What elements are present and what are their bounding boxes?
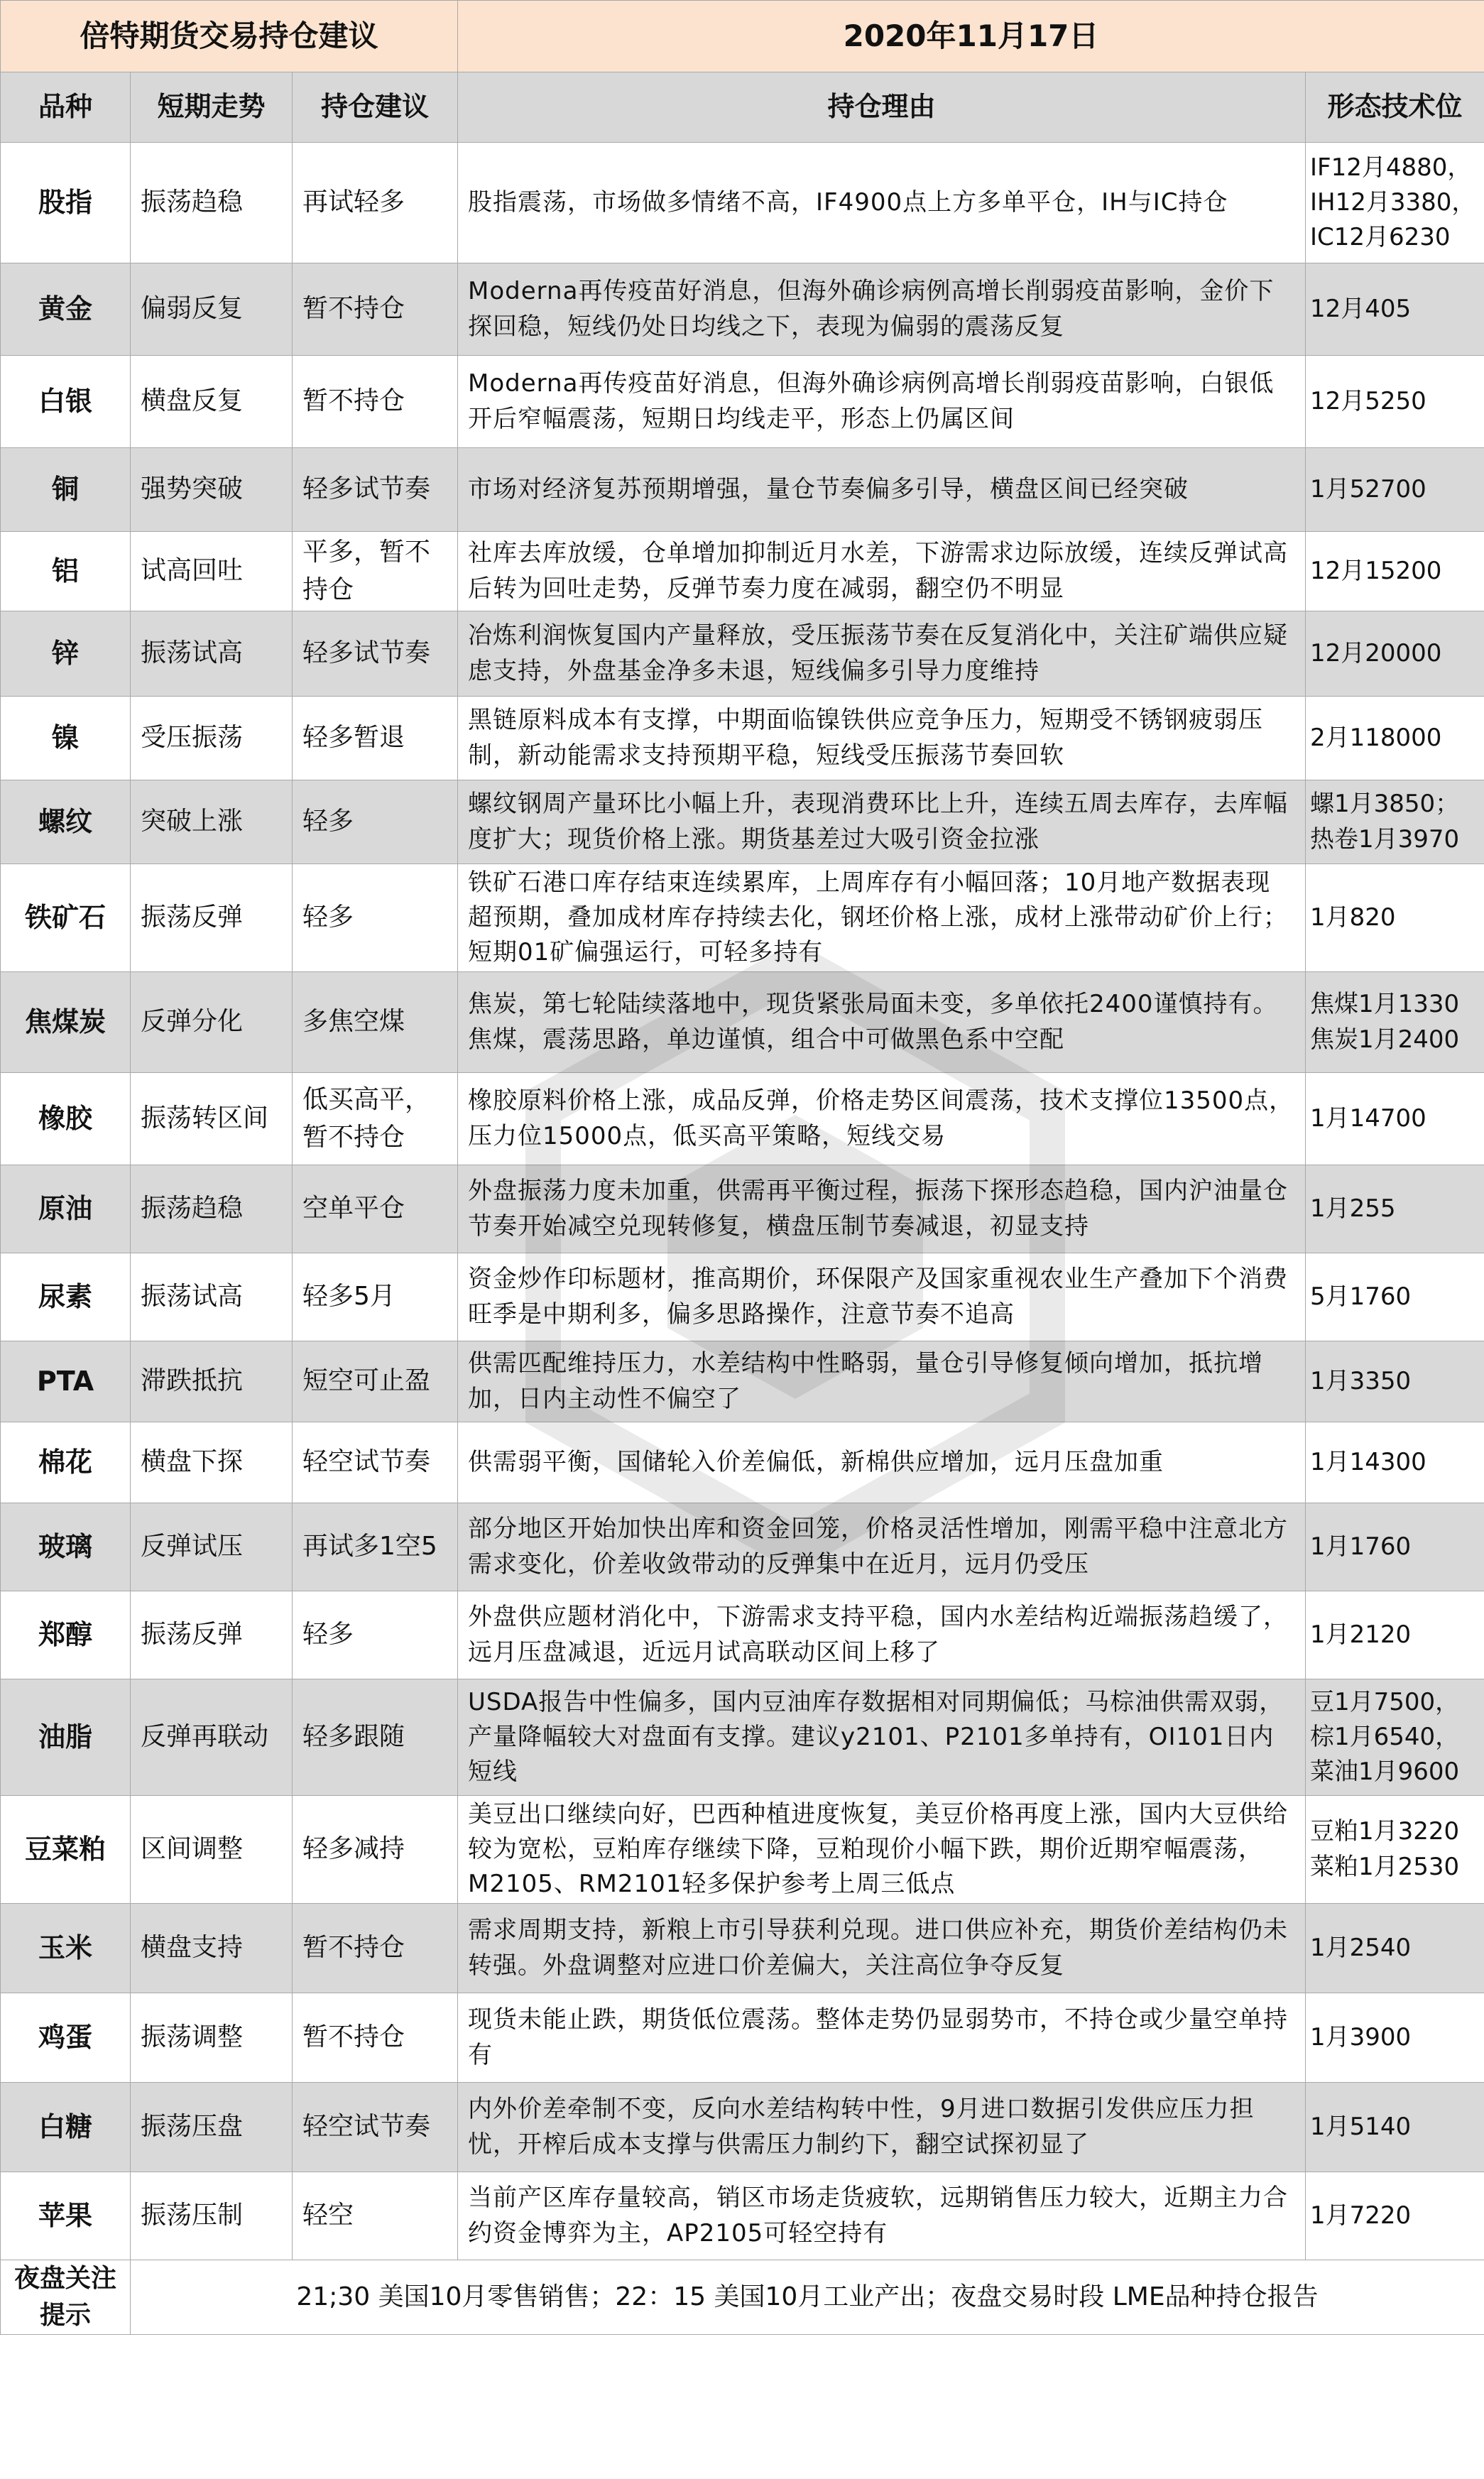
tech-level-cell	[1306, 1165, 1484, 1253]
trend-cell: 振荡调整	[131, 1993, 293, 2083]
tech-level-cell	[1306, 448, 1484, 532]
table-row	[1, 143, 1484, 263]
variety-cell: 铝	[1, 532, 131, 611]
advice-cell: 短空可止盈	[293, 1341, 458, 1422]
tech-level-line: 豆1月7500，	[1310, 1687, 1460, 1716]
tech-level-cell	[1306, 1341, 1484, 1422]
trend-cell: 振荡转区间	[131, 1073, 293, 1165]
tech-level-line: 12月15200	[1310, 556, 1442, 585]
advice-cell: 轻空	[293, 2172, 458, 2260]
table-row	[1, 972, 1484, 1073]
variety-cell: 白糖	[1, 2083, 131, 2172]
tech-level-cell	[1306, 1591, 1484, 1679]
advice-cell: 轻多	[293, 1591, 458, 1679]
trend-cell: 振荡反弹	[131, 1591, 293, 1679]
advice-cell: 平多，暂不持仓	[293, 532, 458, 611]
tech-level-line: IH12月3380，	[1310, 187, 1476, 217]
tech-level-line: 1月14700	[1310, 1104, 1426, 1133]
variety-cell: 黄金	[1, 263, 131, 356]
tech-level-line: 1月7220	[1310, 2201, 1412, 2230]
tech-level-line: 5月1760	[1310, 1282, 1412, 1311]
variety-cell: 苹果	[1, 2172, 131, 2260]
tech-level-cell	[1306, 1679, 1484, 1796]
reason-cell: 内外价差牵制不变，反向水差结构转中性，9月进口数据引发供应压力担忧，开榨后成本支撑与供需压力制约下，翻空试探初显了	[458, 2083, 1306, 2172]
variety-cell: PTA	[1, 1341, 131, 1422]
table-row	[1, 1591, 1484, 1679]
variety-cell: 油脂	[1, 1679, 131, 1796]
reason-cell: USDA报告中性偏多，国内豆油库存数据相对同期偏低；马棕油供需双弱，产量降幅较大对盘面有支撑。建议y2101、P2101多单持有，OI101日内短线	[458, 1679, 1306, 1796]
trend-cell: 振荡试高	[131, 611, 293, 697]
tech-level-cell	[1306, 1073, 1484, 1165]
advice-cell: 轻多	[293, 864, 458, 972]
tech-level-line: IC12月6230	[1310, 223, 1451, 252]
variety-cell: 焦煤炭	[1, 972, 131, 1073]
tech-level-line: 1月14300	[1310, 1447, 1426, 1476]
table-row	[1, 448, 1484, 532]
reason-cell: 当前产区库存量较高，销区市场走货疲软，远期销售压力较大，近期主力合约资金博弈为主，AP2105可轻空持有	[458, 2172, 1306, 2260]
tech-level-cell	[1306, 2172, 1484, 2260]
trend-cell: 试高回吐	[131, 532, 293, 611]
reason-cell: 市场对经济复苏预期增强，量仓节奏偏多引导，横盘区间已经突破	[458, 448, 1306, 532]
reason-cell: 铁矿石港口库存结束连续累库，上周库存有小幅回落；10月地产数据表现超预期，叠加成材库存持续去化，钢坯价格上涨，成材上涨带动矿价上行；短期01矿偏强运行，可轻多持有	[458, 864, 1306, 972]
advice-cell: 低买高平，暂不持仓	[293, 1073, 458, 1165]
advice-cell: 轻空试节奏	[293, 1422, 458, 1503]
variety-cell: 橡胶	[1, 1073, 131, 1165]
tech-level-line: 2月118000	[1310, 723, 1442, 752]
variety-cell: 玻璃	[1, 1503, 131, 1591]
reason-cell: 焦炭，第七轮陆续落地中，现货紧张局面未变，多单依托2400谨慎持有。焦煤，震荡思路，单边谨慎，组合中可做黑色系中空配	[458, 972, 1306, 1073]
advice-cell: 轻多5月	[293, 1253, 458, 1341]
variety-cell: 白银	[1, 356, 131, 448]
reason-cell: 外盘供应题材消化中，下游需求支持平稳，国内水差结构近端振荡趋缓了，远月压盘减退，近远月试高联动区间上移了	[458, 1591, 1306, 1679]
tech-level-line: 1月3900	[1310, 2022, 1412, 2052]
table-row	[1, 1993, 1484, 2083]
trend-cell: 滞跌抵抗	[131, 1341, 293, 1422]
trend-cell: 强势突破	[131, 448, 293, 532]
reason-cell: 资金炒作印标题材，推高期价，环保限产及国家重视农业生产叠加下个消费旺季是中期利多，偏多思路操作，注意节奏不追高	[458, 1253, 1306, 1341]
header-reason: 持仓理由	[458, 72, 1306, 143]
trend-cell: 反弹再联动	[131, 1679, 293, 1796]
tech-level-line: 12月405	[1310, 294, 1412, 323]
reason-cell: 黑链原料成本有支撑，中期面临镍铁供应竞争压力，短期受不锈钢疲弱压制，新动能需求支持预期平稳，短线受压振荡节奏回软	[458, 697, 1306, 780]
variety-cell: 螺纹	[1, 780, 131, 864]
trend-cell: 偏弱反复	[131, 263, 293, 356]
tech-level-line: 焦煤1月1330	[1310, 990, 1460, 1019]
tech-level-cell	[1306, 1904, 1484, 1993]
tech-level-line: 1月820	[1310, 903, 1396, 932]
tech-level-line: 1月2540	[1310, 1933, 1412, 1962]
tech-level-line: 豆粕1月3220	[1310, 1817, 1460, 1846]
variety-cell: 原油	[1, 1165, 131, 1253]
advice-cell: 轻多试节奏	[293, 611, 458, 697]
advice-cell: 轻多	[293, 780, 458, 864]
footer-row	[1, 2260, 1484, 2335]
trend-cell: 振荡反弹	[131, 864, 293, 972]
tech-level-cell	[1306, 2083, 1484, 2172]
table-row	[1, 1796, 1484, 1904]
reason-cell: 供需匹配维持压力，水差结构中性略弱，量仓引导修复倾向增加，抵抗增加，日内主动性不偏空了	[458, 1341, 1306, 1422]
table-row	[1, 780, 1484, 864]
tech-level-line: 菜粕1月2530	[1310, 1852, 1460, 1881]
tech-level-cell	[1306, 864, 1484, 972]
table-row	[1, 263, 1484, 356]
title-row	[1, 1, 1484, 72]
trend-cell: 横盘反复	[131, 356, 293, 448]
table-row	[1, 1422, 1484, 1503]
footer-text: 21;30 美国10月零售销售；22：15 美国10月工业产出；夜盘交易时段 LME品种持仓报告	[131, 2260, 1484, 2335]
variety-cell: 棉花	[1, 1422, 131, 1503]
trend-cell: 振荡试高	[131, 1253, 293, 1341]
trend-cell: 反弹试压	[131, 1503, 293, 1591]
tech-level-cell	[1306, 1253, 1484, 1341]
reason-cell: 冶炼利润恢复国内产量释放，受压振荡节奏在反复消化中，关注矿端供应疑虑支持，外盘基金净多未退，短线偏多引导力度维持	[458, 611, 1306, 697]
table-row	[1, 1073, 1484, 1165]
reason-cell: 现货未能止跌，期货低位震荡。整体走势仍显弱势市，不持仓或少量空单持有	[458, 1993, 1306, 2083]
advice-cell: 空单平仓	[293, 1165, 458, 1253]
header-trend: 短期走势	[131, 72, 293, 143]
reason-cell: 社库去库放缓，仓单增加抑制近月水差，下游需求边际放缓，连续反弹试高后转为回吐走势，反弹节奏力度在减弱，翻空仍不明显	[458, 532, 1306, 611]
reason-cell: 需求周期支持，新粮上市引导获利兑现。进口供应补充，期货价差结构仍未转强。外盘调整对应进口价差偏大，关注高位争夺反复	[458, 1904, 1306, 1993]
variety-cell: 股指	[1, 143, 131, 263]
trend-cell: 横盘支持	[131, 1904, 293, 1993]
trend-cell: 受压振荡	[131, 697, 293, 780]
reason-cell: 螺纹钢周产量环比小幅上升，表现消费环比上升，连续五周去库存，去库幅度扩大；现货价格上涨。期货基差过大吸引资金拉涨	[458, 780, 1306, 864]
tech-level-line: IF12月4880，	[1310, 153, 1472, 182]
table-row	[1, 356, 1484, 448]
advice-cell: 轻多试节奏	[293, 448, 458, 532]
trend-cell: 振荡趋稳	[131, 1165, 293, 1253]
tech-level-cell	[1306, 356, 1484, 448]
report-date: 2020年11月17日	[458, 1, 1484, 72]
tech-level-cell	[1306, 780, 1484, 864]
tech-level-cell	[1306, 1422, 1484, 1503]
tech-level-cell	[1306, 263, 1484, 356]
tech-level-line: 12月20000	[1310, 638, 1442, 668]
tech-level-line: 12月5250	[1310, 386, 1426, 415]
tech-level-cell	[1306, 143, 1484, 263]
tech-level-cell	[1306, 1993, 1484, 2083]
variety-cell: 锌	[1, 611, 131, 697]
trend-cell: 振荡压盘	[131, 2083, 293, 2172]
header-variety: 品种	[1, 72, 131, 143]
tech-level-line: 焦炭1月2400	[1310, 1025, 1460, 1054]
advice-cell: 轻多暂退	[293, 697, 458, 780]
reason-cell: 供需弱平衡，国储轮入价差偏低，新棉供应增加，远月压盘加重	[458, 1422, 1306, 1503]
report-title: 倍特期货交易持仓建议	[1, 1, 458, 72]
advice-cell: 轻多减持	[293, 1796, 458, 1904]
reason-cell: 部分地区开始加快出库和资金回笼，价格灵活性增加，刚需平稳中注意北方需求变化，价差收敛带动的反弹集中在近月，远月仍受压	[458, 1503, 1306, 1591]
reason-cell: 外盘振荡力度未加重，供需再平衡过程，振荡下探形态趋稳，国内沪油量仓节奏开始减空兑现转修复，横盘压制节奏减退，初显支持	[458, 1165, 1306, 1253]
reason-cell: Moderna再传疫苗好消息，但海外确诊病例高增长削弱疫苗影响，金价下探回稳，短线仍处日均线之下，表现为偏弱的震荡反复	[458, 263, 1306, 356]
tech-level-line: 热卷1月3970	[1310, 824, 1460, 854]
tech-level-line: 螺1月3850；	[1310, 790, 1460, 819]
table-row	[1, 1679, 1484, 1796]
trend-cell: 反弹分化	[131, 972, 293, 1073]
trend-cell: 横盘下探	[131, 1422, 293, 1503]
tech-level-line: 棕1月6540，	[1310, 1722, 1460, 1751]
footer-label: 夜盘关注提示	[1, 2260, 131, 2335]
table-row	[1, 611, 1484, 697]
table-row	[1, 1165, 1484, 1253]
tech-level-cell	[1306, 532, 1484, 611]
tech-level-line: 1月3350	[1310, 1366, 1412, 1395]
variety-cell: 铜	[1, 448, 131, 532]
variety-cell: 铁矿石	[1, 864, 131, 972]
advice-cell: 暂不持仓	[293, 263, 458, 356]
advice-cell: 暂不持仓	[293, 1904, 458, 1993]
advice-cell: 再试轻多	[293, 143, 458, 263]
table-row	[1, 1341, 1484, 1422]
tech-level-line: 1月1760	[1310, 1532, 1412, 1561]
variety-cell: 豆菜粕	[1, 1796, 131, 1904]
tech-level-line: 1月255	[1310, 1194, 1396, 1223]
advice-cell: 多焦空煤	[293, 972, 458, 1073]
trend-cell: 振荡压制	[131, 2172, 293, 2260]
table-row	[1, 2172, 1484, 2260]
advice-cell: 暂不持仓	[293, 1993, 458, 2083]
tech-level-line: 1月52700	[1310, 474, 1426, 503]
tech-level-cell	[1306, 611, 1484, 697]
variety-cell: 尿素	[1, 1253, 131, 1341]
variety-cell: 鸡蛋	[1, 1993, 131, 2083]
tech-level-line: 1月2120	[1310, 1620, 1412, 1649]
table-row	[1, 532, 1484, 611]
trend-cell: 突破上涨	[131, 780, 293, 864]
tech-level-cell	[1306, 1503, 1484, 1591]
table-row	[1, 1253, 1484, 1341]
header-advice: 持仓建议	[293, 72, 458, 143]
tech-level-cell	[1306, 972, 1484, 1073]
variety-cell: 郑醇	[1, 1591, 131, 1679]
advice-cell: 轻多跟随	[293, 1679, 458, 1796]
header-row	[1, 72, 1484, 143]
table-row	[1, 1503, 1484, 1591]
table-row	[1, 864, 1484, 972]
advice-cell: 轻空试节奏	[293, 2083, 458, 2172]
advice-cell: 暂不持仓	[293, 356, 458, 448]
trend-cell: 振荡趋稳	[131, 143, 293, 263]
variety-cell: 玉米	[1, 1904, 131, 1993]
tech-level-line: 1月5140	[1310, 2112, 1412, 2141]
header-tech: 形态技术位	[1306, 72, 1484, 143]
tech-level-cell	[1306, 1796, 1484, 1904]
table-row	[1, 2083, 1484, 2172]
tech-level-cell	[1306, 697, 1484, 780]
reason-cell: 股指震荡，市场做多情绪不高，IF4900点上方多单平仓，IH与IC持仓	[458, 143, 1306, 263]
table-row	[1, 1904, 1484, 1993]
tech-level-line: 菜油1月9600	[1310, 1758, 1460, 1787]
trend-cell: 区间调整	[131, 1796, 293, 1904]
table-row	[1, 697, 1484, 780]
reason-cell: 橡胶原料价格上涨，成品反弹，价格走势区间震荡，技术支撑位13500点，压力位15000点，低买高平策略，短线交易	[458, 1073, 1306, 1165]
reason-cell: 美豆出口继续向好，巴西种植进度恢复，美豆价格再度上涨，国内大豆供给较为宽松，豆粕库存继续下降，豆粕现价小幅下跌，期价近期窄幅震荡，M2105、RM2101轻多保护参考上周三低点	[458, 1796, 1306, 1904]
variety-cell: 镍	[1, 697, 131, 780]
reason-cell: Moderna再传疫苗好消息，但海外确诊病例高增长削弱疫苗影响，白银低开后窄幅震荡，短期日均线走平，形态上仍属区间	[458, 356, 1306, 448]
advice-cell: 再试多1空5	[293, 1503, 458, 1591]
